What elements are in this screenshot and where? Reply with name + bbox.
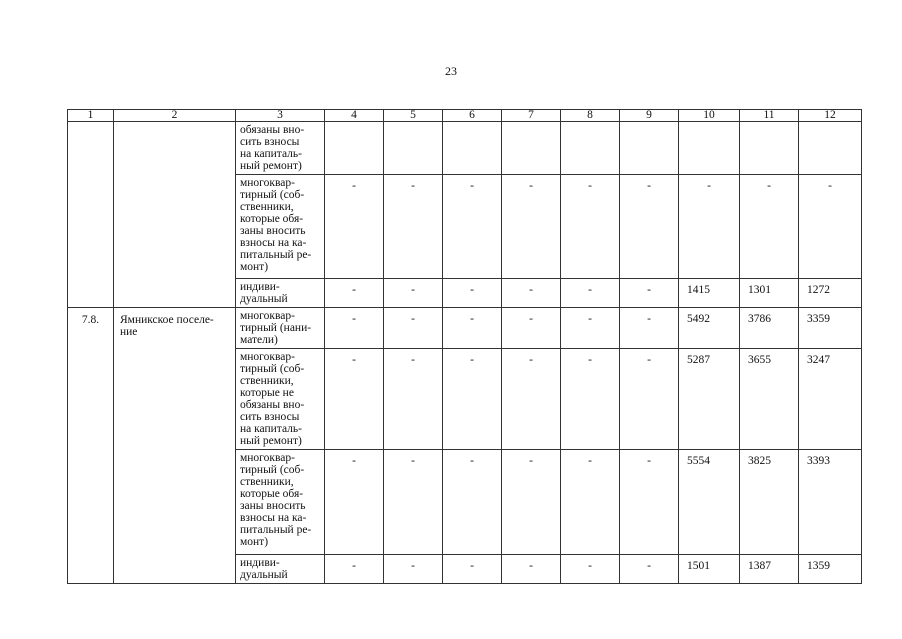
value-cell: 1501 <box>679 555 740 584</box>
value-cell: - <box>384 555 443 584</box>
value-cell: 3655 <box>740 349 799 450</box>
header-cell: 10 <box>679 110 740 122</box>
housing-type-cell: многоквар- тирный (нани- матели) <box>236 308 325 349</box>
header-cell: 5 <box>384 110 443 122</box>
value-cell: 3247 <box>799 349 862 450</box>
value-cell <box>325 122 384 175</box>
value-cell: 1272 <box>799 279 862 308</box>
value-cell: 1415 <box>679 279 740 308</box>
header-cell: 12 <box>799 110 862 122</box>
header-cell: 4 <box>325 110 384 122</box>
value-cell: - <box>502 450 561 555</box>
value-cell: - <box>325 450 384 555</box>
value-cell: - <box>443 450 502 555</box>
value-cell: - <box>561 308 620 349</box>
value-cell: - <box>502 555 561 584</box>
value-cell: 3786 <box>740 308 799 349</box>
header-cell: 6 <box>443 110 502 122</box>
value-cell: - <box>620 450 679 555</box>
value-cell: - <box>325 349 384 450</box>
value-cell: 5492 <box>679 308 740 349</box>
row-number-cell: 7.8. <box>68 308 114 584</box>
value-cell: - <box>384 279 443 308</box>
housing-type-cell: обязаны вно- сить взносы на капиталь- ный ремонт) <box>236 122 325 175</box>
housing-type-cell: многоквар- тирный (соб- ственники, которые не обязаны вно- сить взносы на капиталь- ный ремонт) <box>236 349 325 450</box>
value-cell <box>799 122 862 175</box>
value-cell: 5287 <box>679 349 740 450</box>
value-cell: - <box>561 555 620 584</box>
header-cell: 9 <box>620 110 679 122</box>
value-cell: - <box>443 308 502 349</box>
value-cell: 1359 <box>799 555 862 584</box>
value-cell: - <box>799 175 862 279</box>
value-cell: - <box>502 175 561 279</box>
header-cell: 2 <box>114 110 236 122</box>
value-cell <box>502 122 561 175</box>
value-cell <box>679 122 740 175</box>
value-cell: - <box>325 279 384 308</box>
housing-type-cell: многоквар- тирный (соб- ственники, которые обя- заны вносить взносы на ка- питальный ре- монт) <box>236 450 325 555</box>
value-cell: - <box>384 349 443 450</box>
value-cell: - <box>443 555 502 584</box>
table-row <box>68 122 862 175</box>
value-cell: 3393 <box>799 450 862 555</box>
value-cell: - <box>443 349 502 450</box>
table-row <box>68 308 862 349</box>
value-cell: 1301 <box>740 279 799 308</box>
header-cell: 1 <box>68 110 114 122</box>
settlement-name-cell <box>114 122 236 308</box>
page-number: 23 <box>445 64 457 78</box>
value-cell <box>620 122 679 175</box>
value-cell: 3825 <box>740 450 799 555</box>
settlement-name-cell: Ямникское поселе- ние <box>114 308 236 584</box>
value-cell: - <box>620 279 679 308</box>
value-cell: - <box>561 279 620 308</box>
value-cell: 5554 <box>679 450 740 555</box>
value-cell: - <box>443 175 502 279</box>
value-cell: - <box>325 555 384 584</box>
value-cell <box>561 122 620 175</box>
value-cell: - <box>561 349 620 450</box>
value-cell <box>740 122 799 175</box>
value-cell <box>384 122 443 175</box>
tariff-table <box>67 109 862 584</box>
value-cell: - <box>384 450 443 555</box>
value-cell: - <box>620 555 679 584</box>
value-cell: - <box>502 349 561 450</box>
housing-type-cell: индиви- дуальный <box>236 279 325 308</box>
header-cell: 8 <box>561 110 620 122</box>
value-cell: - <box>443 279 502 308</box>
value-cell: 1387 <box>740 555 799 584</box>
value-cell: - <box>620 175 679 279</box>
value-cell: - <box>325 175 384 279</box>
value-cell: 3359 <box>799 308 862 349</box>
value-cell: - <box>620 308 679 349</box>
housing-type-cell: индиви- дуальный <box>236 555 325 584</box>
value-cell <box>443 122 502 175</box>
header-cell: 3 <box>236 110 325 122</box>
value-cell: - <box>502 308 561 349</box>
value-cell: - <box>384 175 443 279</box>
header-cell: 7 <box>502 110 561 122</box>
row-number-cell <box>68 122 114 308</box>
housing-type-cell: многоквар- тирный (соб- ственники, которые обя- заны вносить взносы на ка- питальный ре- монт) <box>236 175 325 279</box>
value-cell: - <box>561 175 620 279</box>
header-cell: 11 <box>740 110 799 122</box>
value-cell: - <box>620 349 679 450</box>
value-cell: - <box>384 308 443 349</box>
value-cell: - <box>502 279 561 308</box>
value-cell: - <box>740 175 799 279</box>
table-header-row <box>68 110 862 122</box>
value-cell: - <box>325 308 384 349</box>
value-cell: - <box>679 175 740 279</box>
value-cell: - <box>561 450 620 555</box>
